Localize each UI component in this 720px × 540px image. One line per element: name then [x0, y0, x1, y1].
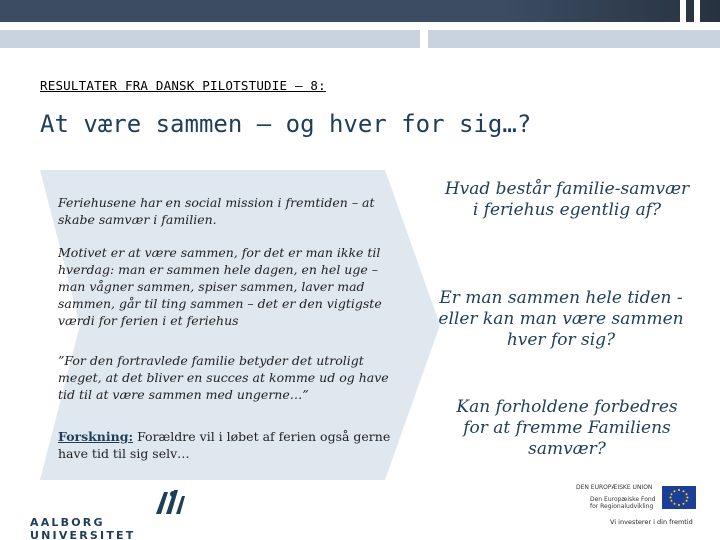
- university-name: AALBORG UNIVERSITET: [30, 516, 136, 540]
- top-bar-separator: [680, 0, 686, 22]
- panel-paragraph-quote: ”For den fortravlede familie betyder det utroligt meget, at det bliver en succes at komme ud og have tid til at være sammen med ungerne…”: [58, 353, 389, 402]
- aau-logo-icon: [150, 488, 190, 516]
- aau-logo: [30, 488, 200, 540]
- panel-paragraph-motive: Motivet er at være sammen, for det er man ikke til hverdag: man er sammen hele dagen, en hel uge – man vågner sammen, spiser sammen, laver mad sammen, går til ting sammen – det er den vigtigste værdi for ferien i et feriehus: [58, 245, 382, 328]
- top-decorative-bar: [0, 0, 720, 22]
- top-bar-separator: [694, 0, 700, 22]
- panel-paragraph-mission: Feriehusene har en social mission i fremtiden – at skabe samvær i familien.: [58, 195, 375, 227]
- slide-title: At være sammen – og hver for sig…?: [40, 110, 532, 138]
- question-1: Hvad består familie-samvær i feriehus egentlig af?: [444, 179, 690, 220]
- research-text: Forældre vil i løbet af ferien også gerne have tid til sig selv…: [58, 429, 391, 461]
- eu-tagline: Vi investerer i din fremtid: [610, 518, 693, 526]
- light-bar-gap: [420, 30, 428, 48]
- panel-paragraph-research: [58, 428, 403, 462]
- eu-line-3: for Regionaludvikling: [590, 503, 654, 510]
- slide-subtitle: RESULTATER FRA DANSK PILOTSTUDIE – 8:: [40, 78, 326, 93]
- eu-line-1: DEN EUROPÆISKE UNION: [576, 484, 653, 491]
- eu-line-2: Den Europæiske Fond: [590, 496, 656, 503]
- eu-flag-icon: [662, 486, 696, 509]
- top-light-bar: [0, 30, 720, 48]
- question-2: Er man sammen hele tiden - eller kan man være sammen hver for sig?: [438, 288, 684, 350]
- question-3: Kan forholdene forbedres for at fremme Familiens samvær?: [456, 397, 678, 459]
- eu-logo-block: [572, 482, 712, 532]
- research-label: Forskning:: [58, 429, 134, 444]
